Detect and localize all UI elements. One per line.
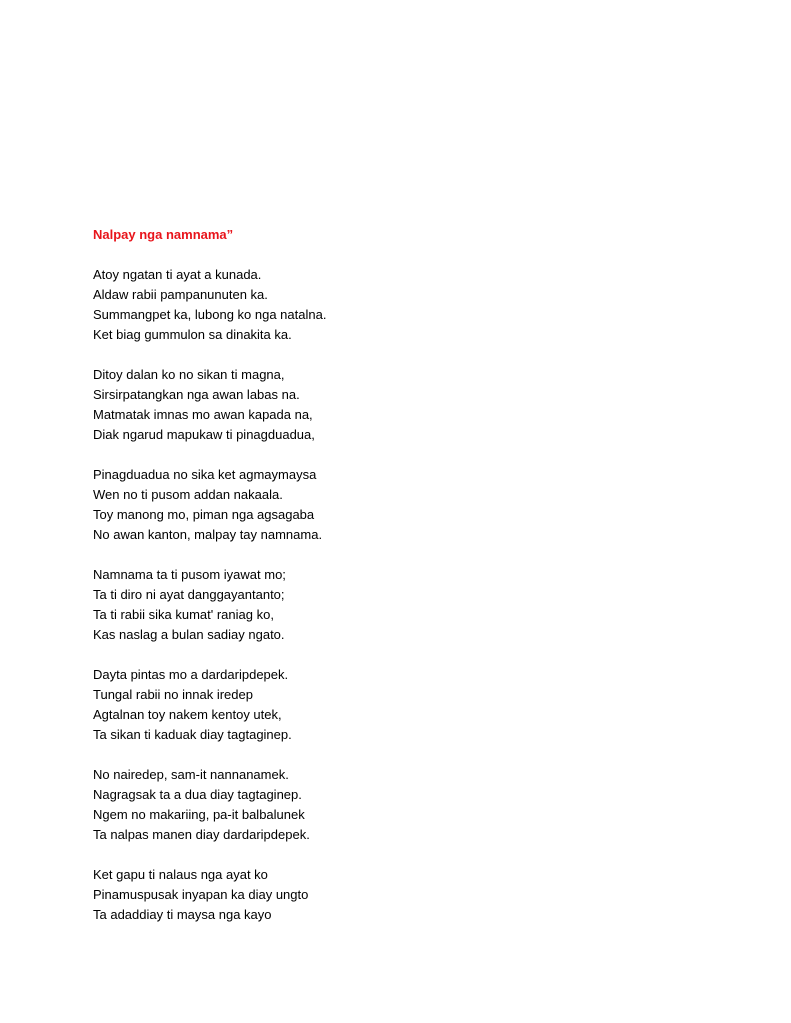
poem-line: Ngem no makariing, pa-it balbalunek (93, 807, 305, 822)
poem-line: Namnama ta ti pusom iyawat mo; (93, 567, 286, 582)
poem-line: Sirsirpatangkan nga awan labas na. (93, 387, 300, 402)
stanza-4 (93, 545, 713, 645)
stanza-2 (93, 345, 713, 445)
poem-line: Diak ngarud mapukaw ti pinagduadua, (93, 427, 315, 442)
poem-line: No nairedep, sam-it nannanamek. (93, 767, 289, 782)
poem-line: Ket biag gummulon sa dinakita ka. (93, 327, 292, 342)
poem-line: Kas naslag a bulan sadiay ngato. (93, 627, 285, 642)
stanza-5 (93, 645, 713, 745)
poem-line: Ta nalpas manen diay dardaripdepek. (93, 827, 310, 842)
poem-line: Ta ti rabii sika kumat' raniag ko, (93, 607, 274, 622)
poem-line: Pinamuspusak inyapan ka diay ungto (93, 887, 309, 902)
poem-line: Tungal rabii no innak iredep (93, 687, 253, 702)
poem-line: Ditoy dalan ko no sikan ti magna, (93, 367, 285, 382)
poem-line: Ta ti diro ni ayat danggayantanto; (93, 587, 285, 602)
poem (93, 225, 713, 925)
stanza-3 (93, 445, 713, 545)
poem-line: Toy manong mo, piman nga agsagaba (93, 507, 315, 522)
poem-line: Aldaw rabii pampanunuten ka. (93, 287, 268, 302)
poem-line: Summangpet ka, lubong ko nga natalna. (93, 307, 327, 322)
poem-line: No awan kanton, malpay tay namnama. (93, 527, 323, 542)
stanza-6 (93, 745, 713, 845)
poem-line: Ta sikan ti kaduak diay tagtaginep. (93, 727, 292, 742)
poem-line: Nagragsak ta a dua diay tagtaginep. (93, 787, 302, 802)
poem-title: Nalpay nga namnama” (93, 227, 234, 242)
stanza-7 (93, 845, 713, 925)
poem-line: Agtalnan toy nakem kentoy utek, (93, 707, 282, 722)
poem-line: Matmatak imnas mo awan kapada na, (93, 407, 313, 422)
poem-line: Ket gapu ti nalaus nga ayat ko (93, 867, 268, 882)
stanza-1 (93, 245, 713, 345)
poem-line: Ta adaddiay ti maysa nga kayo (93, 907, 272, 922)
poem-line: Pinagduadua no sika ket agmaymaysa (93, 467, 317, 482)
poem-line: Dayta pintas mo a dardaripdepek. (93, 667, 289, 682)
poem-line: Atoy ngatan ti ayat a kunada. (93, 267, 262, 282)
poem-line: Wen no ti pusom addan nakaala. (93, 487, 283, 502)
